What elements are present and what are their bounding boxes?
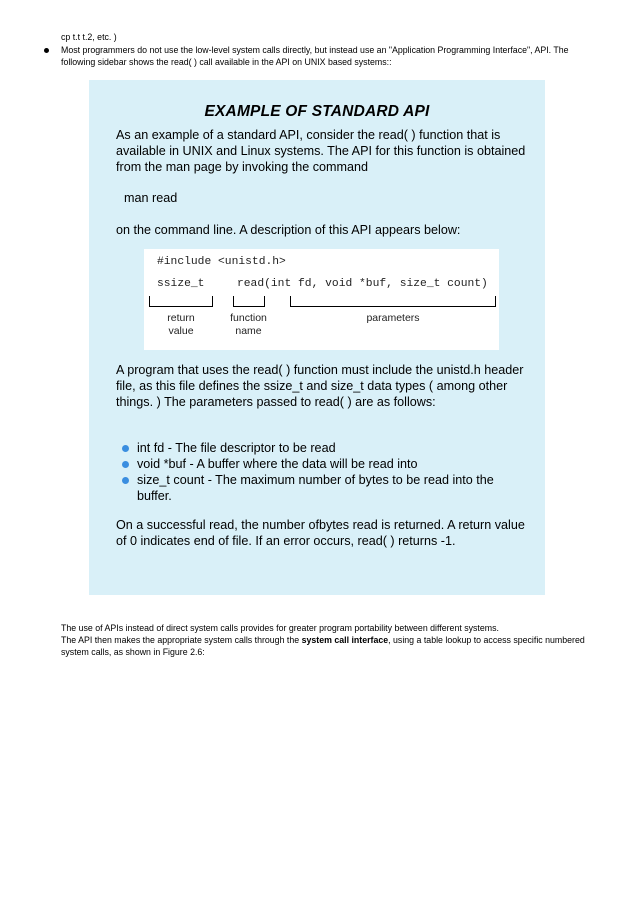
parameter-list <box>122 440 522 504</box>
function-signature: read(int fd, void *buf, size_t count) <box>237 278 488 290</box>
sidebar-intro: As an example of a standard API, consider the read( ) function that is available in UNIX and Linux systems. The API for this function is obtained from the man page by invoking the command <box>116 128 526 174</box>
sidebar-para2: A program that uses the read( ) function must include the unistd.h header file, as this file defines the ssize_t and size_t data types ( among other things. ) The parameters passed to read( ) are as follows: <box>116 363 524 409</box>
parameters-label: parameters <box>366 312 420 324</box>
bullet-dot-icon <box>122 445 129 452</box>
sci-bold-term: system call interface <box>301 635 389 645</box>
bullet-dot-icon <box>44 48 49 53</box>
sci-text-post: , using a table lookup to access specific numbered system calls, as shown in Figure 2.6: <box>61 635 585 657</box>
sidebar-title: EXAMPLE OF STANDARD API <box>204 103 430 120</box>
api-signature-figure <box>144 249 499 350</box>
function-bracket <box>233 296 265 307</box>
continuation-line: cp t.t t.2, etc. ) <box>61 32 117 42</box>
return-value-label: return value <box>167 312 195 337</box>
include-line: #include <unistd.h> <box>157 256 286 268</box>
function-name-label: function name <box>230 312 267 337</box>
api-sidebar <box>89 80 545 595</box>
list-item-text: size_t count - The maximum number of bytes to be read into the buffer. <box>137 473 494 503</box>
list-item <box>122 440 522 456</box>
return-bracket <box>149 296 213 307</box>
api-bullet <box>44 44 604 68</box>
bullet-dot-icon <box>122 477 129 484</box>
list-item <box>122 456 522 472</box>
api-bullet-text: Most programmers do not use the low-level system calls directly, but instead use an "Application Programming Interface", API. The following sidebar shows the read( ) call available in the API on UNIX based systems:: <box>61 45 569 67</box>
bullet-dot-icon <box>122 461 129 468</box>
sidebar-command: man read <box>124 191 178 205</box>
system-call-interface-paragraph <box>61 634 606 658</box>
list-item-text: int fd - The file descriptor to be read <box>137 441 336 455</box>
list-item <box>122 472 522 504</box>
portability-paragraph: The use of APIs instead of direct system calls provides for greater program portability between different systems. <box>61 623 499 633</box>
return-type: ssize_t <box>157 278 205 290</box>
parameters-bracket <box>290 296 496 307</box>
sidebar-para3: On a successful read, the number ofbytes read is returned. A return value of 0 indicates end of file. If an error occurs, read( ) returns -1. <box>116 518 525 548</box>
list-item-text: void *buf - A buffer where the data will be read into <box>137 457 418 471</box>
sci-text-pre: The API then makes the appropriate system calls through the <box>61 635 302 645</box>
sidebar-description: on the command line. A description of this API appears below: <box>116 223 461 237</box>
